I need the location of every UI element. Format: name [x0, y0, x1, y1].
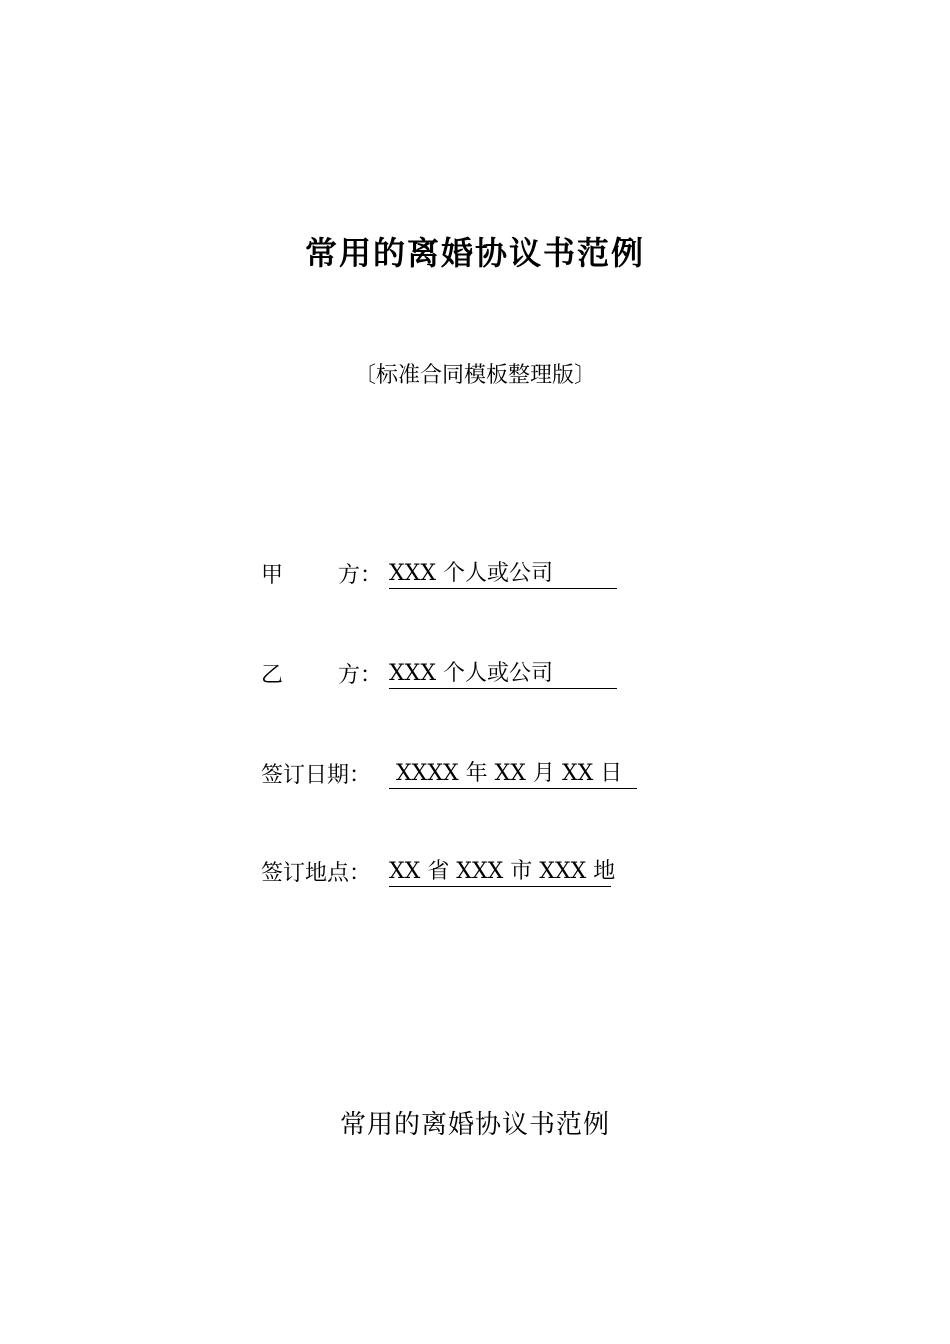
party-a-label-first: 甲 — [261, 563, 284, 588]
party-b-label-last: 方： — [338, 663, 383, 688]
party-a-label-last: 方： — [338, 563, 383, 588]
sign-date-label: 签订日期： — [261, 763, 372, 788]
sign-date-row — [261, 760, 637, 792]
party-b-label-first: 乙 — [261, 663, 284, 688]
document-subtitle: 〔标准合同模板整理版〕 — [353, 363, 596, 388]
party-a-value: XXX 个人或公司 — [389, 560, 617, 589]
party-b-row — [261, 660, 617, 692]
sign-place-label: 签订地点： — [261, 861, 372, 886]
document-title: 常用的离婚协议书范例 — [304, 234, 645, 272]
party-b-value: XXX 个人或公司 — [389, 660, 617, 689]
sign-place-row — [261, 858, 616, 890]
party-a-row — [261, 560, 617, 592]
body-title: 常用的离婚协议书范例 — [339, 1110, 610, 1140]
sign-place-value: XX 省 XXX 市 XXX 地 — [389, 858, 611, 887]
sign-date-value: XXXX 年 XX 月 XX 日 — [389, 760, 637, 789]
